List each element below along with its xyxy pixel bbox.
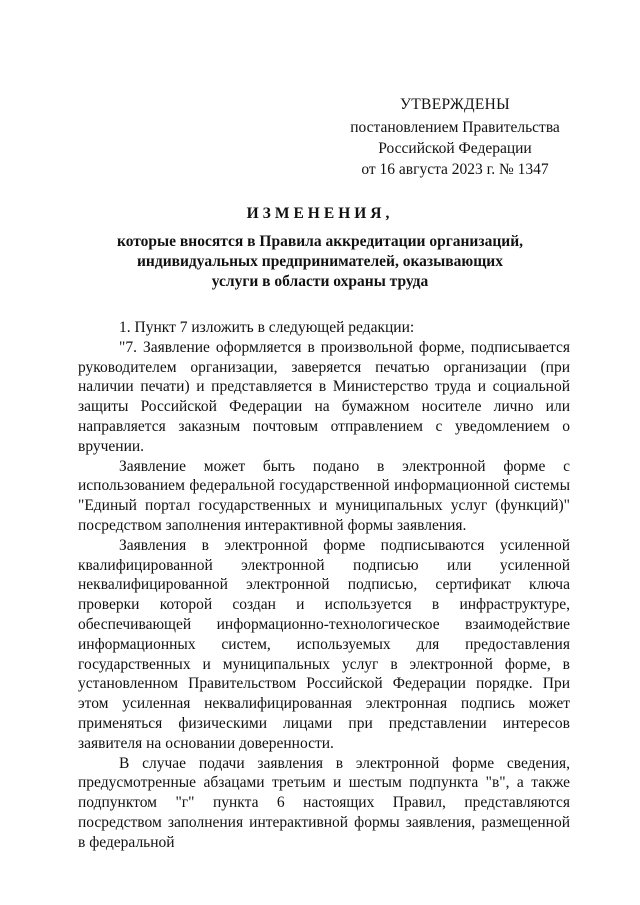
title-line: услуги в области охраны труда: [211, 273, 429, 290]
approval-line: постановлением Правительства: [350, 119, 560, 136]
title-line: индивидуальных предпринимателей, оказывающих: [137, 253, 503, 270]
approval-line: Российской Федерации: [378, 140, 532, 157]
document-title: [80, 204, 560, 292]
paragraph: Заявление может быть подано в электронной форме с использованием федеральной государственной информационной системы "Единый портал государственных и муниципальных услуг (функций)" посредством заполнения интерактивной формы заявления.: [78, 457, 570, 534]
paragraph: В случае подачи заявления в электронной форме сведения, предусмотренные абзацами третьим и шестым подпункта "в", а также подпунктом "г" пункта 6 настоящих Правил, представляются посредством заполнения интерактивной формы заявления, размещенной в федеральной: [78, 754, 570, 851]
approval-date: от 16 августа 2023 г. № 1347: [361, 161, 549, 178]
approval-heading: УТВЕРЖДЕНЫ: [400, 96, 510, 113]
paragraph: 1. Пункт 7 изложить в следующей редакции:: [119, 319, 415, 336]
title-main: ИЗМЕНЕНИЯ,: [246, 205, 394, 222]
title-line: которые вносятся в Правила аккредитации организаций,: [116, 233, 524, 250]
document-body: [78, 318, 570, 853]
approval-stamp: [340, 94, 570, 180]
paragraph: Заявления в электронной форме подписываются усиленной квалифицированной электронной подписью или усиленной неквалифицированной электронной подписью, сертификат ключа проверки которой создан и используется в инфраструктуре, обеспечивающей информационно-технологическое взаимодействие информационных систем, используемых для предоставления государственных и муниципальных услуг в электронной форме, в установленном Правительством Российской Федерации порядке. При этом усиленная неквалифицированная электронная подпись может применяться физическими лицами при представлении интересов заявителя на основании доверенности.: [78, 536, 570, 752]
paragraph: "7. Заявление оформляется в произвольной форме, подписывается руководителем организации, заверяется печатью организации (при наличии печати) и представляется в Министерство труда и социальной защиты Российской Федерации на бумажном носителе лично или направляется заказным почтовым отправлением с уведомлением о вручении.: [78, 338, 570, 455]
